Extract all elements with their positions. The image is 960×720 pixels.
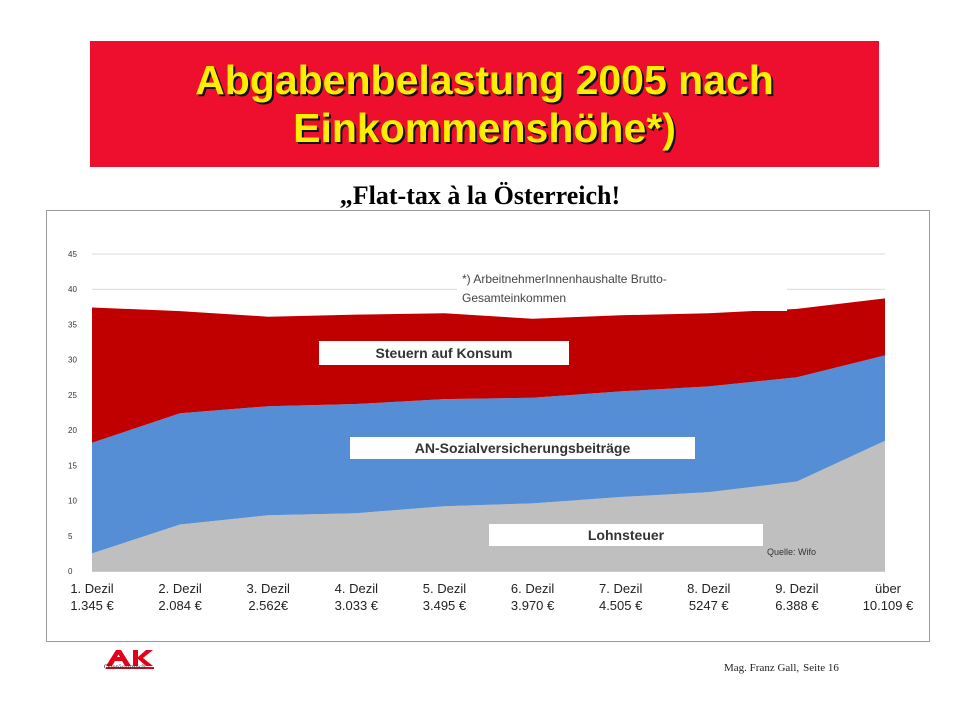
x-tick-label: 4. Dezil (334, 581, 379, 596)
y-tick-label: 5 (68, 531, 73, 541)
y-tick-label: 0 (68, 567, 73, 576)
x-tick-sublabel: 2.562€ (248, 598, 289, 613)
x-tick-sublabel: 6.388 € (775, 598, 819, 613)
x-tick-sublabel: 3.033 € (334, 598, 379, 613)
y-tick-label: 40 (68, 285, 77, 295)
slide-title-line-1: Abgabenbelastung 2005 nach (195, 57, 774, 103)
x-tick-label: 8. Dezil (687, 581, 731, 596)
chart-frame (46, 210, 930, 642)
y-tick-label: 20 (68, 426, 77, 436)
x-tick-label: 1. Dezil (70, 581, 114, 596)
x-tick-label: über (874, 581, 902, 596)
y-tick-label: 10 (68, 496, 77, 506)
x-tick-label: 7. Dezil (598, 581, 643, 596)
y-tick-label: 30 (68, 355, 77, 365)
x-tick-sublabel: 10.109 € (862, 598, 914, 613)
series-label: Lohnsteuer (587, 527, 665, 543)
x-tick-label: 2. Dezil (158, 581, 202, 596)
y-tick-label: 15 (68, 461, 77, 471)
footer-author: Mag. Franz Gall, (724, 662, 800, 674)
x-tick-label: 9. Dezil (775, 581, 819, 596)
note-line-1: *) ArbeitnehmerInnenhaushalte Brutto- (462, 272, 667, 286)
y-tick-label: 45 (68, 250, 77, 259)
x-tick-sublabel: 3.495 € (422, 598, 467, 613)
x-tick-sublabel: 2.084 € (158, 598, 202, 613)
source-label: Quelle: Wifo (767, 547, 817, 557)
footer (724, 662, 839, 674)
slide-title-line-2: Einkommenshöhe*) (293, 105, 676, 151)
note-line-2: Gesamteinkommen (462, 291, 567, 305)
x-tick-label: 6. Dezil (510, 581, 555, 596)
stacked-area-chart (47, 211, 931, 643)
x-tick-sublabel: 3.970 € (510, 598, 555, 613)
y-tick-label: 25 (68, 390, 77, 400)
slide-subtitle: „Flat-tax à la Österreich! (339, 181, 621, 210)
series-label: AN-Sozialversicherungsbeiträge (414, 440, 631, 456)
x-tick-sublabel: 4.505 € (598, 598, 643, 613)
title-banner (90, 41, 879, 167)
y-tick-label: 35 (68, 320, 77, 330)
x-tick-sublabel: 5247 € (688, 598, 729, 613)
series-label: Steuern auf Konsum (375, 345, 513, 361)
x-tick-label: 5. Dezil (422, 581, 467, 596)
logo-caption: Oberösterreich (104, 663, 146, 671)
x-tick-label: 3. Dezil (246, 581, 290, 596)
footer-page: Seite 16 (803, 662, 839, 674)
x-tick-sublabel: 1.345 € (70, 598, 114, 613)
